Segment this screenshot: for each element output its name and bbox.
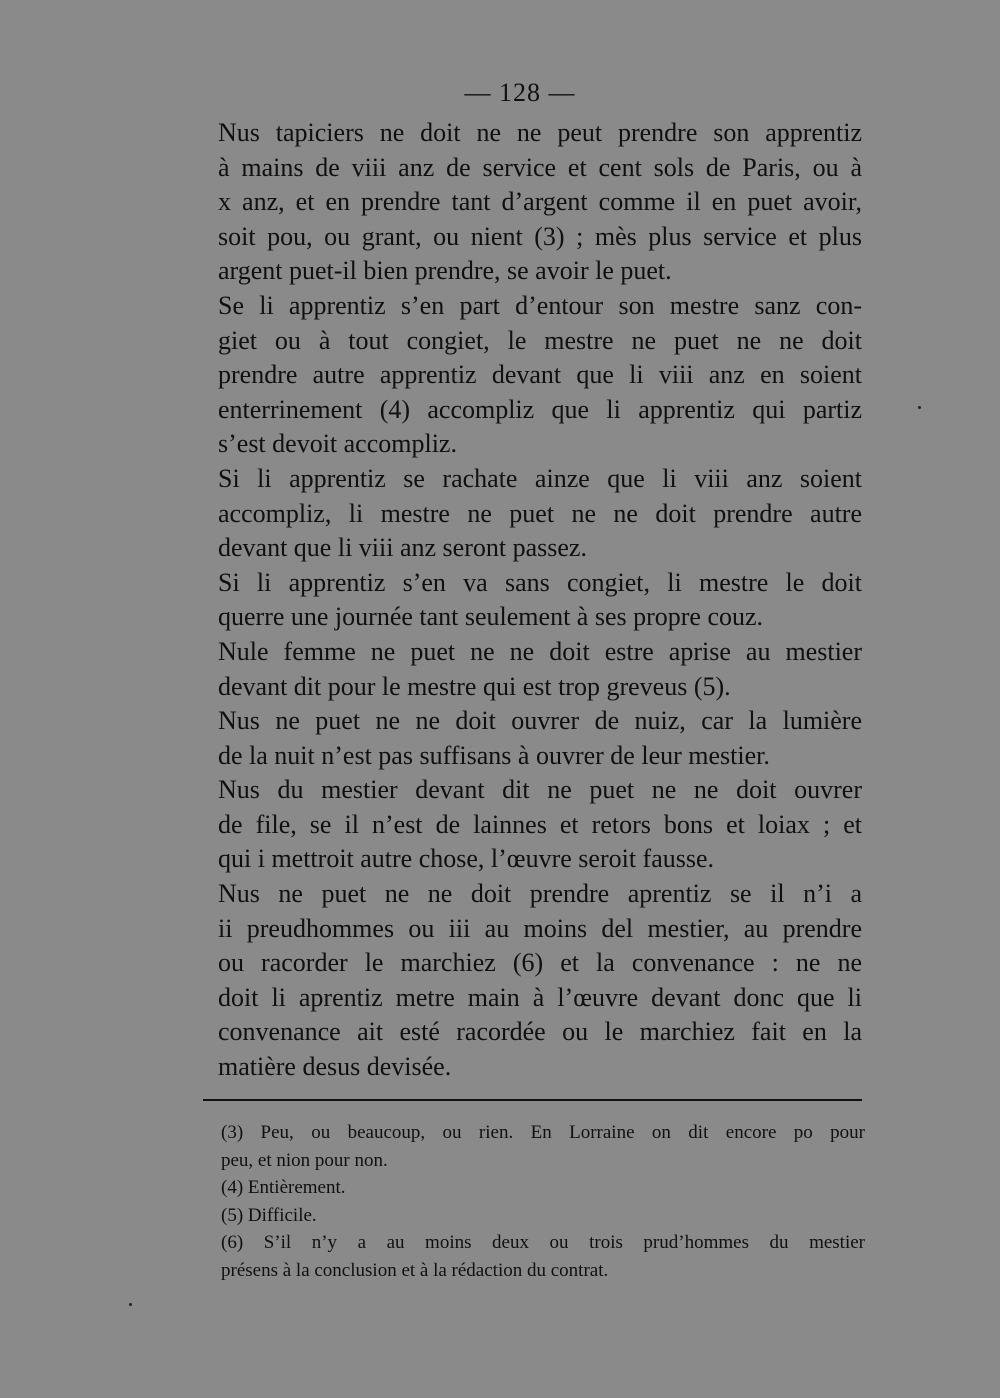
text-line: prendre autre apprentiz devant que li viii anz en soient <box>218 360 862 390</box>
text-line: Nus du mestier devant dit ne puet ne ne doit ouvrer <box>218 775 862 805</box>
text-line: convenance ait esté racordée ou le marchiez fait en la <box>218 1017 862 1047</box>
footnote-line: (3) Peu, ou beaucoup, ou rien. En Lorraine on dit encore po pour <box>221 1122 865 1143</box>
footnote-divider <box>203 1099 862 1101</box>
footnote-line: présens à la conclusion et à la rédaction du contrat. <box>221 1259 609 1281</box>
footnote <box>201 1202 865 1230</box>
footnote-line: (6) S’il n’y a au moins deux ou trois prud’hommes du mestier <box>221 1232 865 1253</box>
footnote <box>201 1174 865 1202</box>
text-line: Nule femme ne puet ne ne doit estre aprise au mestier <box>218 636 862 666</box>
text-line: qui i mettroit autre chose, l’œuvre seroit fausse. <box>218 844 715 874</box>
text-line: accompliz, li mestre ne puet ne ne doit prendre autre <box>218 498 862 528</box>
text-line: Se li apprentiz s’en part d’entour son mestre sanz con- <box>218 290 862 320</box>
footnote-line: (5) Difficile. <box>221 1204 317 1226</box>
page-number: — 128 — <box>464 78 576 107</box>
text-line: devant dit pour le mestre qui est trop greveus (5). <box>218 671 731 701</box>
scan-speck <box>918 406 921 409</box>
paragraph <box>190 877 862 1085</box>
text-line: ou racorder le marchiez (6) et la convenance : ne ne <box>218 948 862 978</box>
text-line: matière desus devisée. <box>218 1052 452 1082</box>
text-line: Nus tapiciers ne doit ne ne peut prendre son apprentiz <box>218 118 862 147</box>
footnote-line: peu, et nion pour non. <box>221 1149 388 1171</box>
text-line: de file, se il n’est de lainnes et retors bons et loiax ; et <box>218 809 862 839</box>
text-line: Si li apprentiz s’en va sans congiet, li mestre le doit <box>218 567 862 597</box>
text-line: doit li aprentiz metre main à l’œuvre devant donc que li <box>218 982 862 1012</box>
footnote-line: (4) Entièrement. <box>221 1177 346 1198</box>
paragraph <box>190 566 862 635</box>
paragraph <box>190 773 862 877</box>
text-line: ii preudhommes ou iii au moins del mestier, au prendre <box>218 913 862 943</box>
text-line: x anz, et en prendre tant d’argent comme il en puet avoir, <box>218 187 862 217</box>
footnote <box>201 1119 865 1174</box>
text-line: enterrinement (4) accompliz que li apprentiz qui partiz <box>218 394 862 424</box>
text-line: argent puet-il bien prendre, se avoir le puet. <box>218 256 672 286</box>
body-text <box>190 116 862 1085</box>
paragraph <box>190 635 862 704</box>
text-line: de la nuit n’est pas suffisans à ouvrer de leur mestier. <box>218 740 770 770</box>
text-line: querre une journée tant seulement à ses propre couz. <box>218 602 764 632</box>
text-line: Si li apprentiz se rachate ainze que li viii anz soient <box>218 463 862 493</box>
footnotes <box>201 1119 865 1284</box>
text-line: Nus ne puet ne ne doit prendre aprentiz se il n’i a <box>218 879 862 909</box>
paragraph <box>190 704 862 773</box>
paragraph <box>190 289 862 462</box>
text-line: soit pou, ou grant, ou nient (3) ; mès plus service et plus <box>218 221 862 251</box>
scan-speck <box>129 1303 132 1306</box>
paragraph <box>190 116 862 289</box>
text-line: devant que li viii anz seront passez. <box>218 533 587 563</box>
text-line: s’est devoit accompliz. <box>218 429 457 459</box>
text-line: giet ou à tout congiet, le mestre ne puet ne ne doit <box>218 325 862 355</box>
footnote <box>201 1229 865 1284</box>
text-line: à mains de viii anz de service et cent sols de Paris, ou à <box>218 152 862 182</box>
text-line: Nus ne puet ne ne doit ouvrer de nuiz, car la lumière <box>218 706 862 736</box>
paragraph <box>190 462 862 566</box>
